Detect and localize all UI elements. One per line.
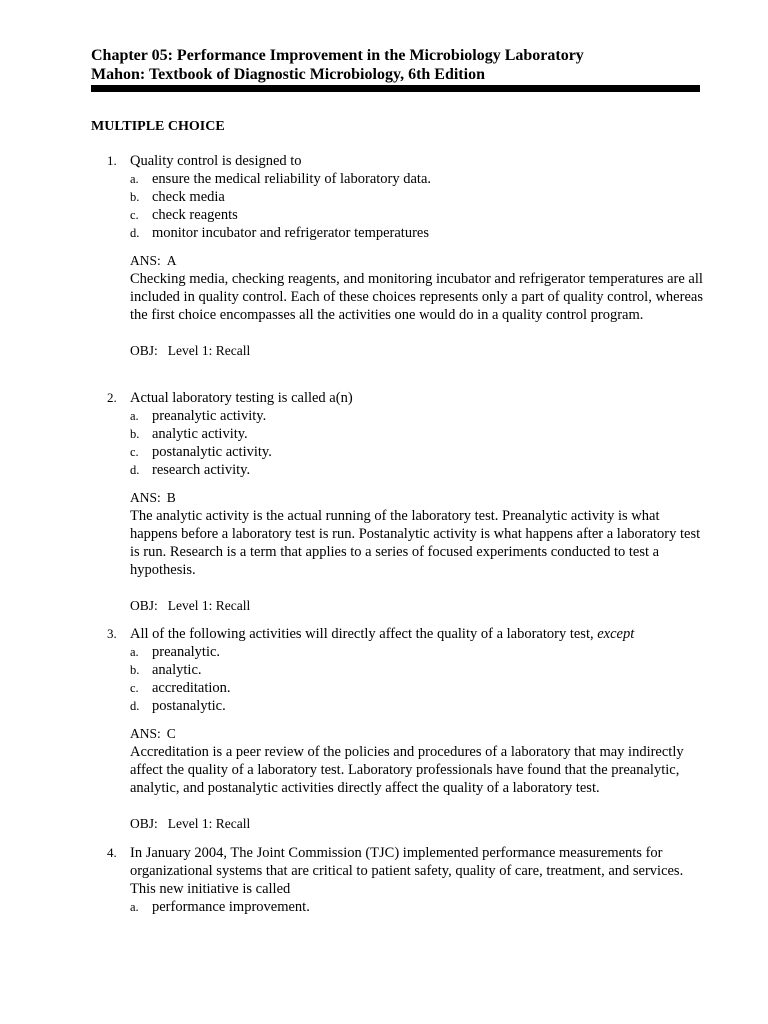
option-d — [91, 697, 703, 715]
option-letter: c. — [130, 445, 139, 459]
option-list — [91, 170, 703, 242]
option-list — [91, 898, 703, 916]
question-1 — [91, 152, 703, 360]
option-b — [91, 661, 703, 679]
option-letter: a. — [130, 172, 139, 186]
question-number: 2. — [107, 390, 117, 405]
book-title: Mahon: Textbook of Diagnostic Microbiology, 6th Edition — [91, 66, 485, 83]
objective-label: OBJ: — [130, 343, 158, 358]
question-number: 4. — [107, 845, 117, 860]
option-a — [91, 643, 703, 661]
section-title: MULTIPLE CHOICE — [91, 119, 225, 134]
option-letter: c. — [130, 208, 139, 222]
answer-label: ANS: — [130, 726, 161, 741]
option-text: check reagents — [152, 207, 238, 223]
option-d — [91, 224, 703, 242]
option-letter: b. — [130, 190, 140, 204]
question-text: Quality control is designed to — [130, 153, 302, 169]
answer-value: B — [166, 490, 176, 505]
option-letter: d. — [130, 463, 140, 477]
option-list — [91, 407, 703, 479]
option-d — [91, 461, 703, 479]
option-letter: b. — [130, 427, 140, 441]
option-text: preanalytic. — [152, 644, 221, 660]
option-text: preanalytic activity. — [152, 408, 267, 424]
option-a — [91, 407, 703, 425]
answer-value: C — [166, 726, 176, 741]
answer-rationale: The analytic activity is the actual running of the laboratory test. Preanalytic activity is what happens before a laboratory test is run. Postanalytic activity is what happens after a laboratory test is run. Research is a term that applies to a series of focused experiments conducted to test a hypothesis. — [130, 508, 701, 578]
answer-rationale: Accreditation is a peer review of the policies and procedures of a laboratory that may indirectly affect the quality of a laboratory test. Laboratory professionals have found that the preanalytic, analytic, and postanalytic activities directly affect the quality of a laboratory test. — [130, 744, 684, 796]
question-stem — [91, 844, 703, 898]
option-text: analytic activity. — [152, 426, 248, 442]
option-a — [91, 898, 703, 916]
question-stem — [91, 389, 703, 407]
option-text: performance improvement. — [152, 899, 310, 915]
option-text: accreditation. — [152, 680, 231, 696]
option-b — [91, 425, 703, 443]
option-text: monitor incubator and refrigerator temperatures — [152, 225, 429, 241]
option-text: postanalytic activity. — [152, 444, 272, 460]
option-text: research activity. — [152, 462, 251, 478]
answer-value: A — [166, 253, 177, 268]
question-2 — [91, 389, 703, 615]
answer-block — [91, 725, 703, 797]
answer-block — [91, 489, 703, 579]
question-stem — [91, 625, 703, 643]
answer-label: ANS: — [130, 490, 161, 505]
question-stem — [91, 152, 703, 170]
question-4 — [91, 844, 703, 916]
question-number: 1. — [107, 153, 117, 168]
question-text: Actual laboratory testing is called a(n) — [130, 390, 353, 406]
question-text — [130, 625, 703, 643]
question-text: In January 2004, The Joint Commission (TJC) implemented performance measurements for organizational systems that are critical to patient safety, quality of care, treatment, and services. This new initiative is called — [130, 845, 684, 897]
option-c — [91, 206, 703, 224]
option-letter: d. — [130, 699, 140, 713]
option-letter: d. — [130, 226, 140, 240]
question-3 — [91, 625, 703, 833]
option-letter: c. — [130, 681, 139, 695]
option-c — [91, 679, 703, 697]
objective-label: OBJ: — [130, 598, 158, 613]
option-text: check media — [152, 189, 225, 205]
objective-value: Level 1: Recall — [167, 816, 251, 831]
objective-label: OBJ: — [130, 816, 158, 831]
option-letter: a. — [130, 409, 139, 423]
option-c — [91, 443, 703, 461]
answer-label: ANS: — [130, 253, 161, 268]
option-b — [91, 188, 703, 206]
question-text-main: All of the following activities will directly affect the quality of a laboratory test, — [130, 626, 594, 642]
option-letter: a. — [130, 645, 139, 659]
answer-rationale: Checking media, checking reagents, and monitoring incubator and refrigerator temperatures are all included in quality control. Each of these choices represents only a part of quality control, whereas the first choice encompasses all the activities one would do in a quality control program. — [130, 271, 703, 323]
question-number: 3. — [107, 626, 117, 641]
document-header — [91, 46, 701, 84]
option-list — [91, 643, 703, 715]
objective-line — [91, 815, 703, 833]
objective-value: Level 1: Recall — [167, 343, 251, 358]
option-text: postanalytic. — [152, 698, 226, 714]
option-a — [91, 170, 703, 188]
objective-line — [91, 597, 703, 615]
chapter-title: Chapter 05: Performance Improvement in the Microbiology Laboratory — [91, 47, 584, 64]
option-text: analytic. — [152, 662, 202, 678]
objective-line — [91, 342, 703, 360]
option-letter: a. — [130, 900, 139, 914]
question-emphasis: except — [597, 626, 635, 642]
header-divider — [91, 85, 700, 92]
answer-block — [91, 252, 703, 324]
option-letter: b. — [130, 663, 140, 677]
option-text: ensure the medical reliability of laboratory data. — [152, 171, 432, 187]
objective-value: Level 1: Recall — [167, 598, 251, 613]
